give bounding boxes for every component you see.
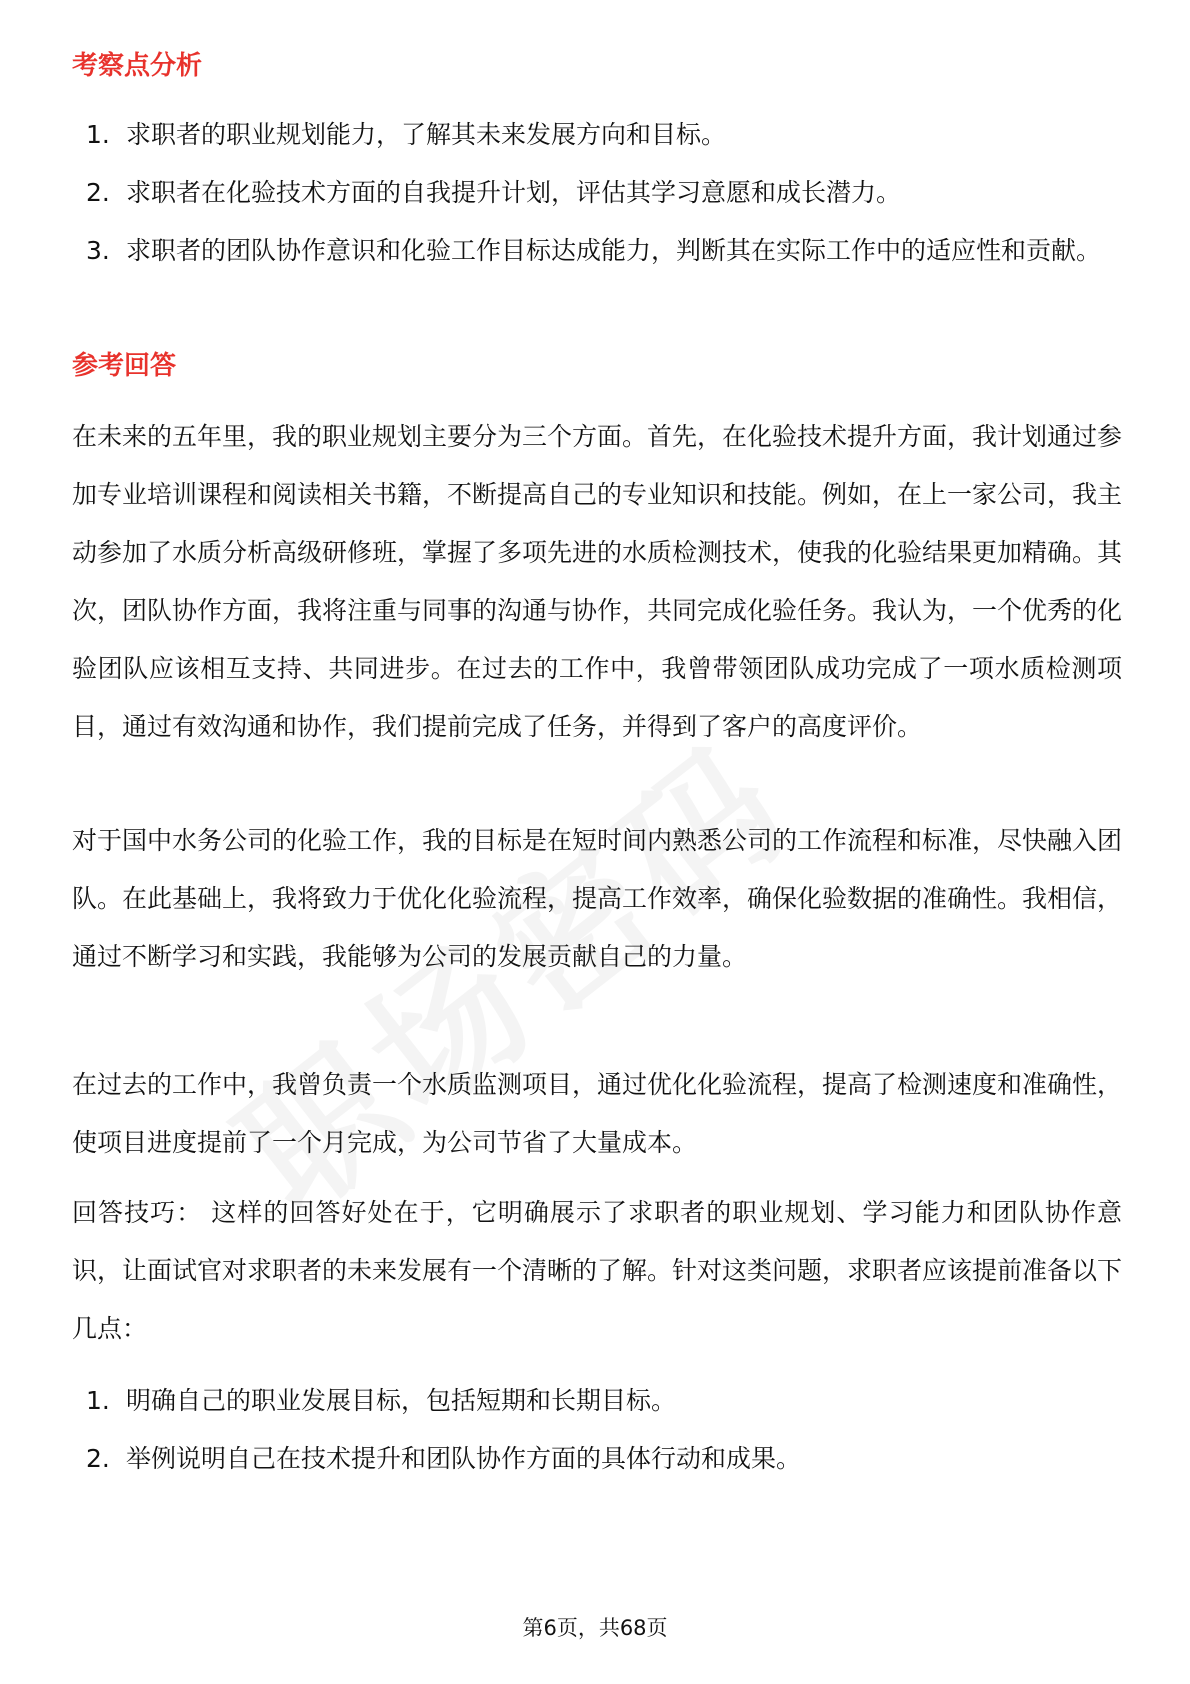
list-text: 求职者的职业规划能力，了解其未来发展方向和目标。 <box>126 120 727 149</box>
analysis-list <box>72 106 1122 280</box>
list-text: 举例说明自己在技术提升和团队协作方面的具体行动和成果。 <box>126 1444 802 1473</box>
analysis-heading: 考察点分析 <box>72 51 203 81</box>
list-item <box>72 106 1122 164</box>
tips-paragraph: 回答技巧： 这样的回答好处在于，它明确展示了求职者的职业规划、学习能力和团队协作意识，让面试官对求职者的未来发展有一个清晰的了解。针对这类问题，求职者应该提前准备以下几点： <box>72 1198 1123 1343</box>
answer-paragraph: 在未来的五年里，我的职业规划主要分为三个方面。首先，在化验技术提升方面，我计划通过参加专业培训课程和阅读相关书籍，不断提高自己的专业知识和技能。例如，在上一家公司，我主动参加了水质分析高级研修班，掌握了多项先进的水质检测技术，使我的化验结果更加精确。其次，团队协作方面，我将注重与同事的沟通与协作，共同完成化验任务。我认为，一个优秀的化验团队应该相互支持、共同进步。在过去的工作中，我曾带领团队成功完成了一项水质检测项目，通过有效沟通和协作，我们提前完成了任务，并得到了客户的高度评价。 <box>72 422 1123 741</box>
list-number: 1. <box>86 1386 110 1415</box>
list-item <box>72 222 1122 280</box>
list-text: 求职者的团队协作意识和化验工作目标达成能力，判断其在实际工作中的适应性和贡献。 <box>126 236 1102 265</box>
list-text: 求职者在化验技术方面的自我提升计划，评估其学习意愿和成长潜力。 <box>126 178 902 207</box>
list-number: 2. <box>86 178 110 207</box>
answer-heading: 参考回答 <box>72 351 177 381</box>
list-item <box>72 1430 1122 1488</box>
tips-list <box>72 1372 1122 1488</box>
list-text: 明确自己的职业发展目标，包括短期和长期目标。 <box>126 1386 677 1415</box>
list-item <box>72 164 1122 222</box>
page-number: 第6页，共68页 <box>522 1616 668 1640</box>
list-number: 1. <box>86 120 110 149</box>
answer-paragraph: 对于国中水务公司的化验工作，我的目标是在短时间内熟悉公司的工作流程和标准，尽快融入团队。在此基础上，我将致力于优化化验流程，提高工作效率，确保化验数据的准确性。我相信，通过不断学习和实践，我能够为公司的发展贡献自己的力量。 <box>72 826 1123 971</box>
list-number: 2. <box>86 1444 110 1473</box>
list-number: 3. <box>86 236 110 265</box>
list-item <box>72 1372 1122 1430</box>
answer-paragraph: 在过去的工作中，我曾负责一个水质监测项目，通过优化化验流程，提高了检测速度和准确性，使项目进度提前了一个月完成，为公司节省了大量成本。 <box>72 1070 1123 1157</box>
